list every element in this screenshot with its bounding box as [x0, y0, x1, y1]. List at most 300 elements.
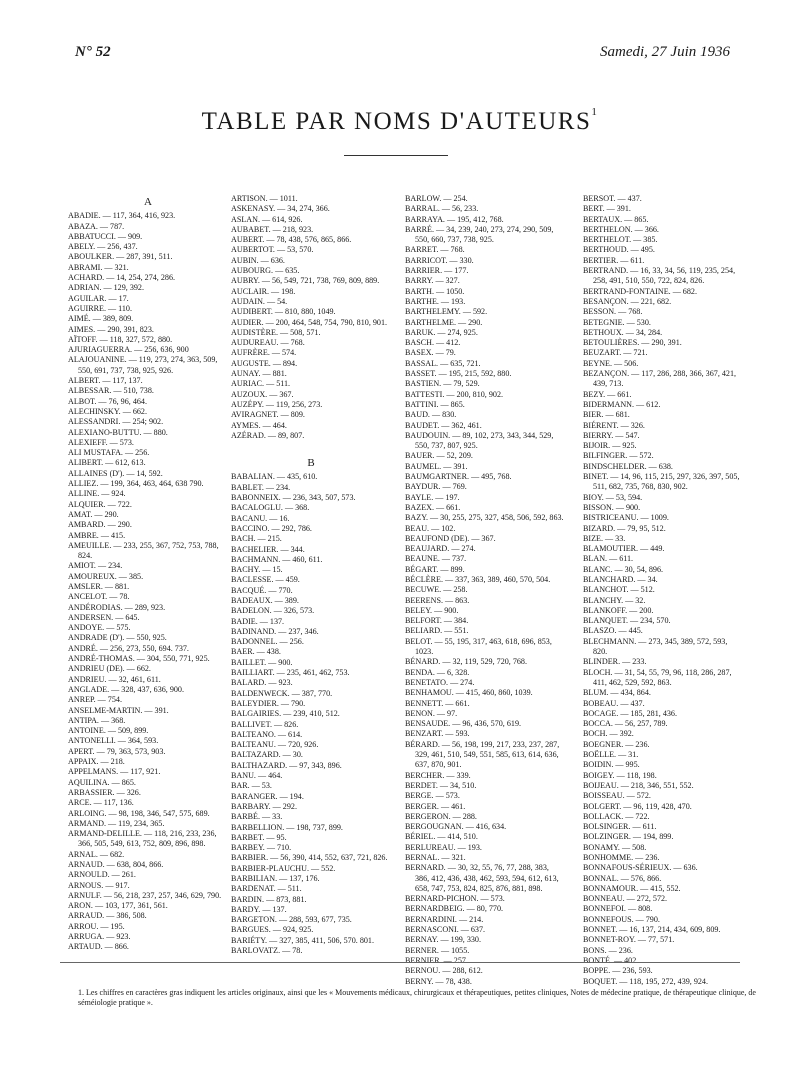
index-entry: ALI MUSTAFA. — 256.	[68, 448, 150, 458]
index-entry: BARTHELME. — 290.	[405, 317, 483, 327]
index-entry: BAYDUR. — 769.	[405, 482, 467, 492]
index-entry: BETHOUX. — 34, 284.	[583, 327, 663, 337]
index-entry: BADINAND. — 237, 346.	[231, 626, 319, 636]
index-entry: BARBET. — 95.	[231, 832, 287, 842]
column-spacer	[231, 441, 391, 455]
index-entry: ARRAUD. — 386, 508.	[68, 911, 147, 921]
index-entry: AIMES. — 290, 391, 823.	[68, 324, 154, 334]
index-entry: BONNET. — 16, 137, 214, 434, 609, 809.	[583, 925, 721, 935]
index-entry: BACCINO. — 292, 786.	[231, 523, 312, 533]
index-entry: ALEXIANO-BUTTU. — 880.	[68, 427, 168, 437]
index-entry: BLANCHY. — 32.	[583, 595, 646, 605]
index-entry: BERNAL. — 321.	[405, 853, 466, 862]
index-entry: BIOY. — 53, 594.	[583, 492, 643, 502]
index-entry: BADIE. — 137.	[231, 616, 285, 626]
index-entry: ANDERSEN. — 645.	[68, 612, 140, 622]
index-entry: ASKENASY. — 34, 274, 366.	[231, 204, 330, 214]
index-entry: BLANC. — 30, 54, 896.	[583, 564, 664, 574]
index-entry: BARRICOT. — 330.	[405, 255, 474, 265]
section-letter-a: A	[144, 196, 152, 208]
index-entry: BLANKOFF. — 200.	[583, 605, 654, 615]
index-entry: BABLET. — 234.	[231, 482, 291, 492]
index-entry: AUDIBERT. — 810, 880, 1049.	[231, 307, 336, 317]
index-entry: BALTAZARD. — 30.	[231, 750, 303, 760]
index-entry: BLOCH. — 31, 54, 55, 79, 96, 118, 286, 287, 411, 462, 529, 592, 863.	[583, 667, 732, 687]
index-entry: BERTIER. — 611.	[583, 255, 645, 265]
index-entry: BOPPE. — 236, 593.	[583, 966, 653, 976]
index-entry: AYMES. — 464.	[231, 420, 287, 430]
index-entry: BARBARY. — 292.	[231, 801, 297, 811]
page-title	[0, 108, 800, 136]
index-entry: ALECHINSKY. — 662.	[68, 406, 147, 416]
index-entry: ADRIAN. — 129, 392.	[68, 283, 144, 293]
index-entry: BERLUREAU. — 193.	[405, 842, 482, 852]
index-entry: BELOT. — 55, 195, 317, 463, 618, 696, 853, 1023.	[405, 636, 552, 657]
index-entry: AUBRY. — 56, 549, 721, 738, 769, 809, 889.	[231, 276, 380, 286]
index-entry: AMAT. — 290.	[68, 509, 119, 519]
index-entry: BONS. — 236.	[583, 945, 633, 955]
index-entry: BECUWE. — 258.	[405, 585, 468, 595]
index-entry: BÉCLÈRE. — 337, 363, 389, 460, 570, 504.	[405, 574, 551, 584]
index-entry: BAUDOUIN. — 89, 102, 273, 343, 344, 529, 550, 737, 807, 925.	[405, 430, 554, 451]
index-entry: BACH. — 215.	[231, 534, 282, 544]
index-entry: BALEYDIER. — 790.	[231, 698, 306, 708]
index-entry: BARBÉ. — 33.	[231, 812, 283, 822]
index-entry: BERTRAND-FONTAINE. — 682.	[583, 286, 697, 296]
index-entry: ALESSANDRI. — 254; 902.	[68, 417, 164, 427]
index-entry: APPELMANS. — 117, 921.	[68, 767, 161, 777]
index-entry: BIÉRENT. — 326.	[583, 420, 645, 430]
index-entry: AUBABET. — 218, 923.	[231, 224, 314, 234]
index-entry: BARDY. — 137.	[231, 904, 287, 914]
index-entry: BARRIER. — 177.	[405, 266, 469, 276]
index-entry: BOCCA. — 56, 257, 789.	[583, 719, 668, 729]
index-entry: ANDOYE. — 575.	[68, 623, 131, 633]
index-entry: ARNAL. — 682.	[68, 849, 125, 859]
index-entry: ANGLADE. — 328, 437, 636, 900.	[68, 684, 185, 694]
index-entry: BERTRAND. — 16, 33, 34, 56, 119, 235, 254, 258, 491, 510, 550, 722, 824, 826.	[583, 266, 736, 286]
index-entry: BÉGART. — 899.	[405, 564, 465, 574]
index-entry: APERT. — 79, 363, 573, 903.	[68, 746, 166, 756]
index-entry: BONNAL. — 576, 866.	[583, 873, 662, 883]
index-entry: BARBILIAN. — 137, 176.	[231, 874, 320, 883]
index-entry: BAER. — 438.	[231, 647, 281, 657]
index-entry: BINET. — 14, 96, 115, 215, 297, 326, 397, 505, 511, 682, 735, 768, 830, 902.	[583, 472, 740, 492]
index-entry: BALDENWECK. — 387, 770.	[231, 688, 333, 698]
index-entry: BLAN. — 611.	[583, 554, 634, 564]
index-entry: ALBOT. — 76, 96, 464.	[68, 396, 147, 406]
index-entry: BEZY. — 661.	[583, 389, 632, 399]
index-entry: BERNARDINI. — 214.	[405, 914, 484, 924]
index-entry: AUDUREAU. — 768.	[231, 338, 305, 348]
index-entry: BEAU. — 102.	[405, 523, 456, 533]
index-entry: BEAUFOND (DE). — 367.	[405, 533, 496, 543]
index-entry: ANDÉRODIAS. — 289, 923.	[68, 602, 166, 612]
index-entry: ANDRIEU. — 32, 461, 611.	[68, 674, 161, 684]
index-entry: BELFORT. — 384.	[405, 616, 469, 626]
index-entry: BACALOGLU. — 368.	[231, 503, 310, 513]
index-entry: BALTHAZARD. — 97, 343, 896.	[231, 760, 342, 770]
index-entry: BAUER. — 52, 209.	[405, 451, 473, 461]
index-entry: APPAIX. — 218.	[68, 757, 125, 767]
index-entry: BABALIAN. — 435, 610.	[231, 472, 318, 482]
index-entry: BERNIER. — 257.	[405, 955, 468, 965]
index-entry: ARMAND-DELILLE. — 118, 216, 233, 236, 366, 505, 549, 613, 752, 809, 896, 898.	[68, 829, 217, 849]
page-title-text: TABLE PAR NOMS D'AUTEURS	[201, 108, 592, 135]
index-entry: BÉNARD. — 32, 119, 529, 720, 768.	[405, 657, 528, 667]
index-entry: BOLZINGER. — 194, 899.	[583, 832, 674, 842]
index-entry: AUDAIN. — 54.	[231, 296, 288, 306]
index-entry: AUBIN. — 636.	[231, 255, 285, 265]
index-entry: BERNER. — 1055.	[405, 945, 470, 955]
index-entry: BILFINGER. — 572.	[583, 451, 654, 461]
index-entry: BÉRARD. — 56, 198, 199, 217, 233, 237, 287, 329, 461, 510, 549, 551, 585, 613, 614, 636, 637, 870, 901.	[405, 739, 560, 770]
index-entry: BARGUES. — 924, 925.	[231, 925, 314, 935]
index-entry: BAZEX. — 661.	[405, 502, 461, 512]
index-entry: AUCLAIR. — 198.	[231, 286, 296, 296]
index-entry: BERNARDBEIG. — 80, 770.	[405, 904, 504, 914]
index-entry: AUBERTOT. — 53, 570.	[231, 245, 314, 255]
index-entry: ARNULF. — 56, 218, 237, 257, 346, 629, 790.	[68, 890, 222, 900]
index-entry: BATTESTI. — 200, 810, 902.	[405, 389, 504, 399]
index-entry: ABBATUCCI. — 909.	[68, 231, 143, 241]
index-entry: BERNY. — 78, 438.	[405, 976, 472, 986]
index-entry: BONNEAU. — 272, 572.	[583, 894, 668, 904]
index-entry: ALIBERT. — 612, 613.	[68, 458, 146, 468]
index-entry: AMBRE. — 415.	[68, 530, 126, 540]
index-entry: BANU. — 464.	[231, 771, 283, 781]
index-entry: AIMÉ. — 389, 809.	[68, 314, 134, 324]
index-entry: BARLOVATZ. — 78.	[231, 946, 303, 956]
index-entry: ALAJOUANINE. — 119, 273, 274, 363, 509, 550, 691, 737, 738, 925, 926.	[68, 355, 218, 375]
index-entry: ALLINE. — 924.	[68, 489, 126, 499]
index-entry: BARBELLION. — 198, 737, 899.	[231, 822, 343, 832]
index-entry: BIZE. — 33.	[583, 533, 626, 543]
index-entry: BAR. — 53.	[231, 781, 272, 791]
index-entry: BIJOIR. — 925.	[583, 441, 637, 451]
index-column-1	[68, 194, 228, 953]
index-entry: BONNEFOUS. — 790.	[583, 914, 660, 924]
index-entry: BEAUNE. — 737.	[405, 554, 467, 564]
index-entry: ANREP. — 754.	[68, 695, 122, 705]
index-entry: BOIGEY. — 118, 198.	[583, 770, 657, 780]
index-entry: ARTAUD. — 866.	[68, 942, 129, 952]
index-entry: BENETATO. — 274.	[405, 677, 475, 687]
footnote: 1. Les chiffres en caractères gras indiquent les articles originaux, ainsi que les « Mouvements médicaux, chirurgicaux et thérapeutiques, petites cliniques, Notes de médecine pratique, de thérapeutique clinique, de séméiologie pratique ».	[78, 988, 756, 1007]
index-entry: AUDISTÈRE. — 508, 571.	[231, 327, 321, 337]
index-entry: AMOUREUX. — 385.	[68, 571, 144, 581]
index-entry: AUGUSTE. — 894.	[231, 358, 298, 368]
index-entry: ANDRIEU (DE). — 662.	[68, 664, 151, 674]
index-entry: BIER. — 681.	[583, 410, 630, 420]
index-entry: AURIAC. — 511.	[231, 379, 291, 389]
index-entry: BARDIN. — 873, 881.	[231, 894, 307, 904]
index-entry: BOLSINGER. — 611.	[583, 822, 657, 832]
index-entry: AUFRÈRE. — 574.	[231, 348, 297, 358]
index-entry: ABOULKER. — 287, 391, 511.	[68, 252, 173, 262]
index-entry: AÏTOFF. — 118, 327, 572, 880.	[68, 334, 173, 344]
index-entry: BACQUÉ. — 770.	[231, 585, 293, 595]
index-entry: ANTONELLI. — 364, 593.	[68, 736, 159, 746]
index-entry: BENZART. — 593.	[405, 729, 470, 739]
index-entry: ARLOING. — 98, 198, 346, 547, 575, 689.	[68, 808, 210, 818]
index-entry: BEZANÇON. — 117, 286, 288, 366, 367, 421, 439, 713.	[583, 369, 737, 389]
index-entry: BARDENAT. — 511.	[231, 884, 302, 894]
index-entry: BALARD. — 923.	[231, 678, 293, 688]
index-entry: BEYNE. — 506.	[583, 358, 639, 368]
index-entry: BOLLACK. — 722.	[583, 811, 650, 821]
index-entry: BALGAIRIES. — 239, 410, 512.	[231, 709, 340, 719]
index-entry: BONNET-ROY. — 77, 571.	[583, 935, 675, 945]
index-entry: BALTEANO. — 614.	[231, 729, 303, 739]
column-2-entries-top	[231, 194, 391, 441]
index-entry: AUZÉPY. — 119, 256, 273.	[231, 399, 323, 409]
index-entry: BARLOW. — 254.	[405, 194, 468, 203]
index-entry: BINDSCHELDER. — 638.	[583, 461, 673, 471]
index-entry: BERGOUGNAN. — 416, 634.	[405, 822, 507, 832]
index-entry: BELEY. — 900.	[405, 605, 459, 615]
index-entry: BARTH. — 1050.	[405, 286, 465, 296]
section-letter-b: B	[307, 457, 315, 470]
index-entry: BERTHELON. — 366.	[583, 224, 659, 234]
index-entry: BOLGERT. — 96, 119, 428, 470.	[583, 801, 692, 811]
index-entry: BARRAL. — 56, 233.	[405, 204, 479, 214]
index-entry: ARON. — 103, 177, 361, 561.	[68, 901, 168, 911]
index-entry: BERNOU. — 288, 612.	[405, 966, 483, 976]
index-entry: BOCH. — 392.	[583, 729, 634, 739]
column-4-entries	[583, 194, 743, 987]
index-entry: BERDET. — 34, 510.	[405, 780, 477, 790]
index-entry: ANDRÉ. — 256, 273, 550, 694. 737.	[68, 643, 189, 653]
index-entry: ANDRADE (D'). — 550, 925.	[68, 633, 167, 643]
index-entry: AUNAY. — 881.	[231, 369, 287, 379]
index-entry: ANTIPA. — 368.	[68, 715, 126, 725]
index-entry: BOISSEAU. — 572.	[583, 791, 651, 801]
index-entry: BADELON. — 326, 573.	[231, 606, 315, 616]
index-entry: BARTHELEMY. — 592.	[405, 307, 488, 317]
index-entry: BELIARD. — 551.	[405, 626, 469, 636]
index-entry: BENDA. — 6, 328.	[405, 667, 470, 677]
index-entry: BENHAMOU. — 415, 460, 860, 1039.	[405, 688, 533, 698]
index-entry: BAILLIART. — 235, 461, 462, 753.	[231, 668, 350, 678]
index-column-2	[231, 194, 391, 956]
index-entry: AMIOT. — 234.	[68, 561, 123, 571]
index-entry: BERTAUX. — 865.	[583, 214, 649, 224]
index-entry: BASSET. — 195, 215, 592, 880.	[405, 369, 512, 379]
index-column-3	[405, 194, 565, 987]
index-entry: BERT. — 391.	[583, 204, 631, 214]
index-entry: AVIRAGNET. — 809.	[231, 410, 305, 420]
index-entry: BACHMANN. — 460, 611.	[231, 554, 323, 564]
index-entry: BERCHER. — 339.	[405, 770, 471, 780]
index-entry: ALLIEZ. — 199, 364, 463, 464, 638 790.	[68, 479, 204, 489]
index-entry: BERNARD-PICHON. — 573.	[405, 894, 505, 904]
index-entry: BARUK. — 274, 925.	[405, 327, 478, 337]
index-entry: BESANÇON. — 221, 682.	[583, 296, 672, 306]
column-1-entries	[68, 211, 228, 952]
index-entry: BISTRICEANU. — 1009.	[583, 513, 669, 523]
index-entry: ALEXIEFF. — 573.	[68, 437, 134, 447]
index-entry: BARRAYA. — 195, 412, 768.	[405, 214, 504, 224]
index-entry: BACHELIER. — 344.	[231, 544, 305, 554]
index-entry: AMSLER. — 881.	[68, 581, 130, 591]
index-entry: BALTEANU. — 720, 926.	[231, 740, 319, 750]
index-entry: BERTHELOT. — 385.	[583, 235, 658, 245]
index-entry: ANCELOT. — 78.	[68, 592, 130, 602]
index-entry: ACHARD. — 14, 254, 274, 286.	[68, 273, 176, 283]
footnote-rule	[60, 962, 740, 963]
index-entry: ANSELME-MARTIN. — 391.	[68, 705, 169, 715]
index-entry: AGUIRRE. — 110.	[68, 303, 132, 313]
index-entry: BÉRIEL. — 414, 510.	[405, 832, 478, 842]
index-entry: BARRY. — 327.	[405, 276, 460, 286]
index-entry: BLUM. — 434, 864.	[583, 688, 651, 698]
column-3-entries	[405, 194, 565, 987]
index-entry: BARGETON. — 288, 593, 677, 735.	[231, 915, 352, 925]
index-entry: ARROU. — 195.	[68, 921, 125, 931]
index-entry: BOCAGE. — 185, 281, 436.	[583, 708, 677, 718]
index-entry: BISSON. — 900.	[583, 502, 641, 512]
title-rule	[344, 155, 448, 156]
index-entry: ABRAMI. — 321.	[68, 262, 129, 272]
index-entry: BOEGNER. — 236.	[583, 739, 650, 749]
index-entry: BAUMEL. — 391.	[405, 461, 468, 471]
index-entry: BIZARD. — 79, 95, 512.	[583, 523, 666, 533]
index-entry: ARBASSIER. — 326.	[68, 787, 141, 797]
footnote-marker: 1	[591, 106, 599, 118]
index-entry: BACANU. — 16.	[231, 513, 290, 523]
index-entry: BERGERON. — 288.	[405, 811, 477, 821]
index-entry: BLAMOUTIER. — 449.	[583, 544, 665, 554]
index-entry: BLANCHARD. — 34.	[583, 574, 658, 584]
index-entry: ARTISON. — 1011.	[231, 194, 298, 203]
index-entry: BADEAUX. — 389.	[231, 595, 299, 605]
index-entry: BONNEFOI. — 808.	[583, 904, 653, 914]
index-entry: BLECHMANN. — 273, 345, 389, 572, 593, 820.	[583, 636, 728, 657]
index-entry: BALLIVET. — 826.	[231, 719, 299, 729]
index-entry: BAUD. — 830.	[405, 410, 457, 420]
index-entry: BETOULIÈRES. — 290, 391.	[583, 338, 682, 348]
index-entry: BOIJEAU. — 218, 346, 551, 552.	[583, 780, 694, 790]
index-entry: ARNAUD. — 638, 804, 866.	[68, 860, 164, 869]
index-entry: AUBERT. — 78, 438, 576, 865, 866.	[231, 235, 352, 245]
index-entry: BIERRY. — 547.	[583, 430, 640, 440]
index-entry: ANDRÉ-THOMAS. — 304, 550, 771, 925.	[68, 654, 210, 664]
index-entry: BARBEY. — 710.	[231, 843, 292, 853]
index-entry: BAILLET. — 900.	[231, 657, 293, 667]
index-entry: ARNOUS. — 917.	[68, 880, 130, 890]
index-entry: ARMAND. — 119, 234, 365.	[68, 818, 165, 828]
index-entry: BOËLLE. — 31.	[583, 750, 639, 760]
index-entry: BARTHE. — 193.	[405, 296, 466, 306]
index-entry: ABADIE. — 117, 364, 416, 923.	[68, 211, 176, 221]
index-entry: BATTINI. — 865.	[405, 399, 465, 409]
index-entry: BERNARD. — 30, 32, 55, 76, 77, 288, 383, 386, 412, 436, 438, 462, 593, 594, 612, 613, 658, 747, 753, 824, 825, 876, 881, 898.	[405, 863, 559, 893]
index-entry: AUZOUX. — 367.	[231, 389, 294, 399]
index-entry: BAUMGARTNER. — 495, 768.	[405, 472, 512, 482]
index-entry: ASLAN. — 614, 926.	[231, 214, 303, 224]
index-entry: ARCE. — 117, 136.	[68, 798, 134, 808]
index-entry: BARRÉ. — 34, 239, 240, 273, 274, 290, 509, 550, 660, 737, 738, 925.	[405, 224, 554, 245]
index-entry: BENNETT. — 661.	[405, 698, 470, 708]
index-entry: ALBERT. — 117, 137.	[68, 376, 143, 386]
index-entry: ARRUGA. — 923.	[68, 932, 131, 942]
index-entry: BARANGER. — 194.	[231, 791, 304, 801]
index-entry: BERTHOUD. — 495.	[583, 245, 655, 255]
index-entry: AUBOURG. — 635.	[231, 266, 300, 276]
index-entry: BAYLE. — 197.	[405, 492, 460, 502]
index-entry: BOIDIN. — 995.	[583, 760, 640, 770]
index-entry: BASSAL. — 635, 721.	[405, 358, 481, 368]
index-entry: BAZY. — 30, 255, 275, 327, 458, 506, 592, 863.	[405, 513, 564, 523]
index-entry: BERNASCONI. — 637.	[405, 925, 486, 935]
index-entry: BADONNEL. — 256.	[231, 637, 304, 647]
index-entry: AMBARD. — 290.	[68, 520, 132, 530]
index-entry: BABONNEIX. — 236, 343, 507, 573.	[231, 493, 356, 503]
index-entry: BERNAY. — 199, 330.	[405, 935, 482, 945]
index-entry: BARRET. — 768.	[405, 245, 465, 255]
index-entry: BOBEAU. — 437.	[583, 698, 645, 708]
index-entry: BACHY. — 15.	[231, 565, 283, 575]
index-entry: AQUILINA. — 865.	[68, 777, 136, 787]
index-entry: BETEGNIE. — 530.	[583, 317, 651, 327]
index-entry: BASEX. — 79.	[405, 348, 456, 358]
index-entry: ANTOINE. — 509, 899.	[68, 726, 149, 736]
index-entry: BERSOT. — 437.	[583, 194, 642, 203]
index-entry: AMEUILLE. — 233, 255, 367, 752, 753, 788, 824.	[68, 540, 219, 561]
issue-date: Samedi, 27 Juin 1936	[600, 44, 730, 60]
index-entry: BLASZO. — 445.	[583, 626, 643, 636]
index-entry: BOQUET. — 118, 195, 272, 439, 924.	[583, 976, 708, 986]
index-column-4	[583, 194, 743, 987]
index-entry: ALQUIER. — 722.	[68, 499, 132, 509]
index-entry: BONNAFOUS-SÉRIEUX. — 636.	[583, 863, 698, 873]
index-entry: ABAZA. — 787.	[68, 221, 125, 231]
index-entry: BENON. — 97.	[405, 708, 458, 718]
index-entry: BARBIER. — 56, 390, 414, 552, 637, 721, 826.	[231, 853, 388, 863]
issue-number: N° 52	[75, 44, 111, 60]
index-entry: AZÉRAD. — 89, 807.	[231, 430, 305, 440]
index-entry: BLINDER. — 233.	[583, 657, 647, 667]
index-entry: BASCH. — 412.	[405, 338, 461, 348]
index-entry: BARIÉTY. — 327, 385, 411, 506, 570. 801.	[231, 935, 374, 945]
index-entry: AJURIAGUERRA. — 256, 636, 900	[68, 345, 189, 355]
index-entry: AGUILAR. — 17.	[68, 293, 129, 303]
index-entry: BEUZART. — 721.	[583, 348, 648, 358]
index-entry: BERGE. — 573.	[405, 791, 460, 801]
index-entry: ARNOULD. — 261.	[68, 870, 136, 880]
index-entry: BONNAMOUR. — 415, 552.	[583, 883, 681, 893]
index-entry: BENSAUDE. — 96, 436, 570, 619.	[405, 719, 522, 729]
index-entry: BONTÉ. — 402.	[583, 955, 639, 965]
index-entry: BONAMY. — 508.	[583, 842, 647, 852]
index-entry: ABELY. — 256, 437.	[68, 242, 138, 252]
index-entry: BONHOMME. — 236.	[583, 853, 660, 862]
index-entry: ALLAINES (D'). — 14, 592.	[68, 468, 163, 478]
index-entry: AUDIER. — 200, 464, 548, 754, 790, 810, 901.	[231, 317, 388, 327]
index-entry: BESSON. — 768.	[583, 307, 643, 317]
index-entry: BACLESSE. — 459.	[231, 575, 300, 585]
index-entry: BERGER. — 461.	[405, 801, 466, 811]
index-entry: BIDERMANN. — 612.	[583, 399, 661, 409]
index-entry: BARBIER-PLAUCHU. — 552.	[231, 863, 336, 873]
index-entry: ALBESSAR. — 510, 738.	[68, 386, 154, 396]
index-entry: BLANCHOT. — 512.	[583, 585, 655, 595]
index-entry: BAUDET. — 362, 461.	[405, 420, 482, 430]
column-2-entries	[231, 472, 391, 956]
index-entry: BEERENS. — 863.	[405, 595, 470, 605]
index-entry: BASTIEN. — 79, 529.	[405, 379, 480, 389]
